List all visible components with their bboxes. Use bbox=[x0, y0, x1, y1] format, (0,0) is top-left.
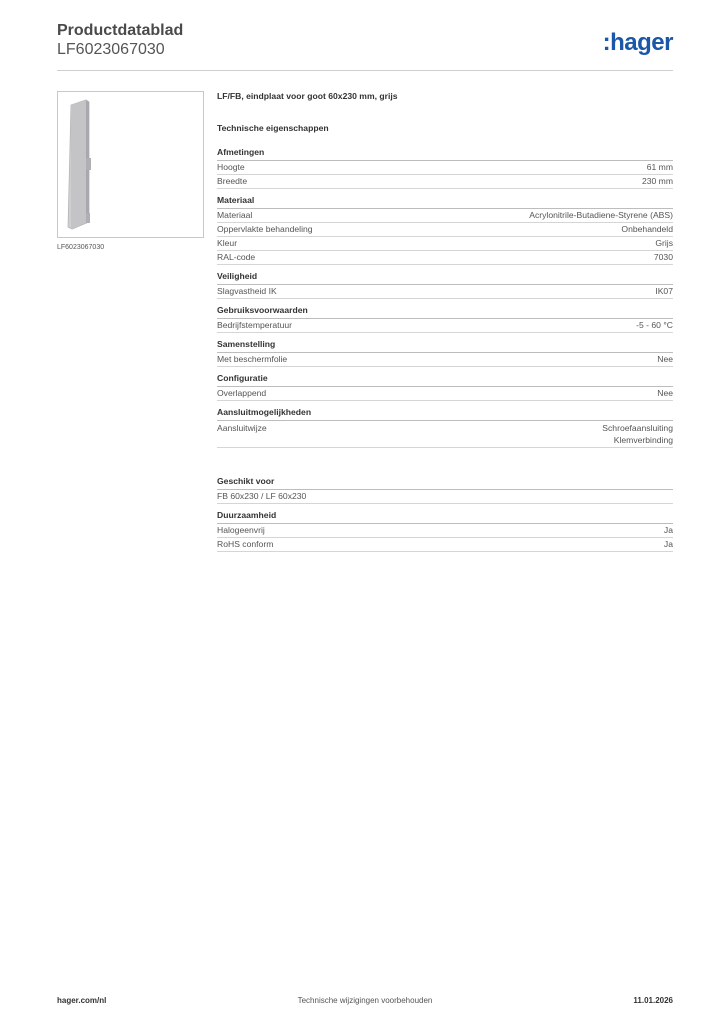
section-duurzaam bbox=[217, 510, 673, 552]
spec-value-line: IK07 bbox=[655, 286, 673, 296]
spec-row bbox=[217, 524, 673, 538]
spec-label: Breedte bbox=[217, 176, 248, 186]
spec-value bbox=[655, 237, 673, 250]
spec-row bbox=[217, 161, 673, 175]
section-title: Veiligheid bbox=[217, 271, 673, 285]
technical-properties-title: Technische eigenschappen bbox=[217, 123, 329, 133]
section-veiligheid bbox=[217, 271, 673, 299]
spec-value-line: Nee bbox=[657, 354, 673, 364]
image-caption: LF6023067030 bbox=[57, 244, 105, 251]
product-image bbox=[57, 91, 204, 238]
spec-value bbox=[529, 209, 673, 222]
spec-value-line: Grijs bbox=[655, 238, 673, 248]
section-title: Geschikt voor bbox=[217, 476, 673, 490]
spec-value bbox=[647, 161, 673, 174]
spec-label: Slagvastheid IK bbox=[217, 286, 277, 296]
spec-value-line: Nee bbox=[657, 388, 673, 398]
spec-value-line: 61 mm bbox=[646, 162, 673, 172]
section-title: Aansluitmogelijkheden bbox=[217, 407, 673, 421]
spec-value-line: Schroefaansluiting bbox=[602, 423, 673, 433]
section-title: Gebruiksvoorwaarden bbox=[217, 305, 673, 319]
footer-date: 11.01.2026 bbox=[633, 996, 673, 1005]
footer-website: hager.com/nl bbox=[57, 996, 107, 1005]
section-afmetingen bbox=[217, 147, 673, 189]
spec-row bbox=[217, 237, 673, 251]
spec-row bbox=[217, 251, 673, 265]
section-geschikt bbox=[217, 476, 673, 504]
spec-value bbox=[664, 524, 673, 537]
spec-row bbox=[217, 353, 673, 367]
section-title: Configuratie bbox=[217, 373, 673, 387]
spec-label: Materiaal bbox=[217, 210, 253, 220]
spec-label: RoHS conform bbox=[217, 539, 274, 549]
page-header bbox=[57, 20, 673, 71]
spec-content bbox=[217, 91, 673, 552]
spec-value bbox=[657, 387, 673, 400]
product-code: LF6023067030 bbox=[57, 41, 165, 58]
spec-value-line: Klemverbinding bbox=[613, 435, 673, 445]
spec-label: Aansluitwijze bbox=[217, 423, 267, 433]
end-plate-illustration bbox=[58, 92, 203, 237]
spec-row bbox=[217, 175, 673, 189]
section-materiaal bbox=[217, 195, 673, 265]
spec-label: Hoogte bbox=[217, 162, 245, 172]
spec-value bbox=[636, 319, 673, 332]
spec-row bbox=[217, 223, 673, 237]
spec-label: RAL-code bbox=[217, 252, 256, 262]
spec-value bbox=[657, 353, 673, 366]
logo-text: hager bbox=[610, 29, 673, 56]
spec-label: Kleur bbox=[217, 238, 238, 248]
spec-sections bbox=[217, 147, 673, 552]
spec-value-line: Ja bbox=[663, 525, 673, 535]
section-title: Materiaal bbox=[217, 195, 673, 209]
spec-row bbox=[217, 387, 673, 401]
spec-row bbox=[217, 285, 673, 299]
spec-row bbox=[217, 209, 673, 223]
section-samenstelling bbox=[217, 339, 673, 367]
spec-value-line: 230 mm bbox=[641, 176, 673, 186]
spec-value-line: Ja bbox=[663, 539, 673, 549]
spec-value bbox=[621, 223, 673, 236]
spec-row bbox=[217, 538, 673, 552]
spec-value bbox=[642, 175, 673, 188]
section-aansluit bbox=[217, 407, 673, 448]
spec-value-line: -5 - 60 °C bbox=[636, 320, 673, 330]
spec-value-line: 7030 bbox=[653, 252, 673, 262]
spec-row bbox=[217, 319, 673, 333]
spec-value bbox=[654, 251, 673, 264]
spec-label: FB 60x230 / LF 60x230 bbox=[217, 491, 307, 501]
section-gebruik bbox=[217, 305, 673, 333]
hager-logo: :hager bbox=[602, 29, 673, 56]
spec-row bbox=[217, 421, 673, 448]
spec-value bbox=[602, 422, 673, 446]
section-title: Afmetingen bbox=[217, 147, 673, 161]
section-configuratie bbox=[217, 373, 673, 401]
spec-label: Halogeenvrij bbox=[217, 525, 265, 535]
spec-value-line: Onbehandeld bbox=[621, 224, 673, 234]
product-title: LF/FB, eindplaat voor goot 60x230 mm, grijs bbox=[217, 91, 398, 101]
footer-disclaimer: Technische wijzigingen voorbehouden bbox=[297, 996, 433, 1005]
spec-label: Met beschermfolie bbox=[217, 354, 288, 364]
spec-value-line: Acrylonitrile-Butadiene-Styrene (ABS) bbox=[529, 210, 673, 220]
spec-label: Overlappend bbox=[217, 388, 267, 398]
document-title: Productdatablad bbox=[57, 22, 184, 39]
section-title: Duurzaamheid bbox=[217, 510, 673, 524]
spec-value bbox=[664, 538, 673, 551]
spec-label: Oppervlakte behandeling bbox=[217, 224, 313, 234]
spec-label: Bedrijfstemperatuur bbox=[217, 320, 292, 330]
spec-value bbox=[655, 285, 673, 298]
spec-row bbox=[217, 490, 673, 504]
section-title: Samenstelling bbox=[217, 339, 673, 353]
